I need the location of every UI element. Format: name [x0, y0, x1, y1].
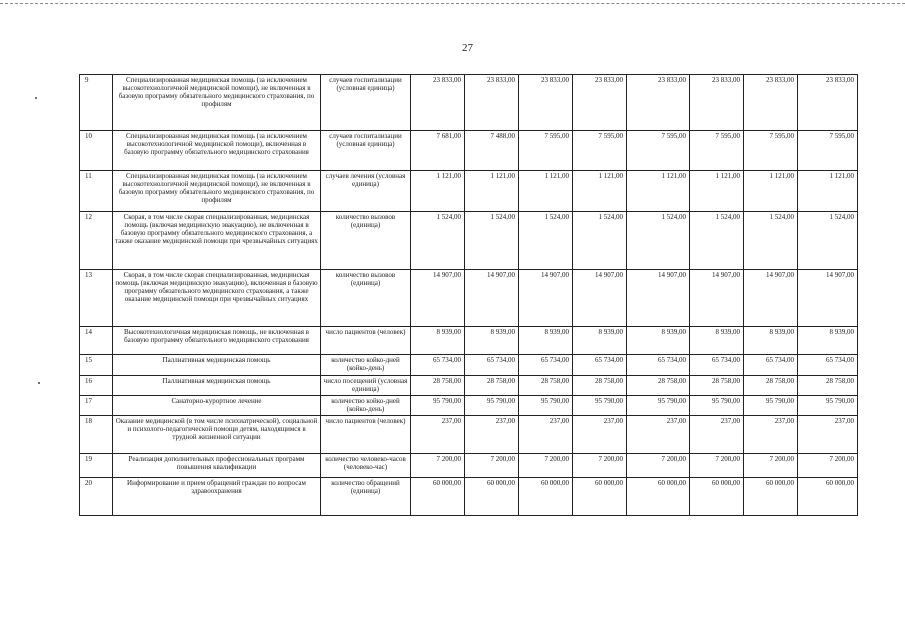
value-cell: 237,00 [798, 416, 858, 454]
value-cell: 60 000,00 [627, 478, 690, 516]
value-cell: 1 524,00 [465, 212, 519, 270]
table-row [80, 270, 858, 327]
table-body [80, 75, 858, 516]
value-cell: 8 939,00 [519, 327, 573, 355]
value-cell: 95 790,00 [798, 396, 858, 416]
value-cell: 1 524,00 [627, 212, 690, 270]
value-cell: 8 939,00 [465, 327, 519, 355]
unit-of-measure: количество вызовов (единица) [321, 270, 411, 327]
value-cell: 1 524,00 [573, 212, 627, 270]
row-number: 13 [80, 270, 113, 327]
row-number: 17 [80, 396, 113, 416]
value-cell: 1 121,00 [744, 171, 798, 212]
value-cell: 7 200,00 [465, 454, 519, 478]
row-number: 12 [80, 212, 113, 270]
value-cell: 65 734,00 [411, 355, 465, 376]
value-cell: 14 907,00 [690, 270, 744, 327]
value-cell: 28 758,00 [519, 376, 573, 396]
service-name: Оказание медицинской (в том числе психиатрической), социальной и психолого-педагогической помощи детям, находящимся в трудной жизненной ситуации [113, 416, 321, 454]
table-row [80, 396, 858, 416]
value-cell: 60 000,00 [744, 478, 798, 516]
value-cell: 1 524,00 [690, 212, 744, 270]
service-name: Скорая, в том числе скорая специализированная, медицинская помощь (включая медицинскую эвакуацию), включенная в базовую программу обязательного медицинского страхования, а также оказание медицинской помощи при чрезвычайных ситуациях [113, 270, 321, 327]
value-cell: 1 121,00 [690, 171, 744, 212]
value-cell: 8 939,00 [573, 327, 627, 355]
unit-of-measure: количество койко-дней (койко-день) [321, 355, 411, 376]
unit-of-measure: случаев лечения (условная единица) [321, 171, 411, 212]
value-cell: 237,00 [411, 416, 465, 454]
unit-of-measure: случаев госпитализации (условная единица) [321, 131, 411, 171]
row-number: 14 [80, 327, 113, 355]
value-cell: 1 121,00 [798, 171, 858, 212]
table-row [80, 171, 858, 212]
value-cell: 14 907,00 [573, 270, 627, 327]
table-row [80, 454, 858, 478]
unit-of-measure: число пациентов (человек) [321, 327, 411, 355]
value-cell: 7 595,00 [627, 131, 690, 171]
value-cell: 14 907,00 [798, 270, 858, 327]
service-name: Специализированная медицинская помощь (за исключением высокотехнологичной медицинской помощи), включенная в базовую программу обязательного медицинского страхования [113, 131, 321, 171]
value-cell: 1 524,00 [519, 212, 573, 270]
value-cell: 60 000,00 [573, 478, 627, 516]
table-row [80, 212, 858, 270]
value-cell: 60 000,00 [798, 478, 858, 516]
value-cell: 23 833,00 [690, 75, 744, 131]
value-cell: 7 200,00 [744, 454, 798, 478]
service-name: Специализированная медицинская помощь (за исключением высокотехнологичной медицинской помощи), не включенная в базовую программу обязательного медицинского страхования, по профилям [113, 171, 321, 212]
value-cell: 65 734,00 [573, 355, 627, 376]
value-cell: 1 121,00 [465, 171, 519, 212]
value-cell: 14 907,00 [519, 270, 573, 327]
value-cell: 65 734,00 [519, 355, 573, 376]
value-cell: 65 734,00 [744, 355, 798, 376]
value-cell: 28 758,00 [411, 376, 465, 396]
value-cell: 14 907,00 [744, 270, 798, 327]
value-cell: 237,00 [690, 416, 744, 454]
value-cell: 8 939,00 [744, 327, 798, 355]
value-cell: 23 833,00 [411, 75, 465, 131]
value-cell: 95 790,00 [744, 396, 798, 416]
value-cell: 237,00 [573, 416, 627, 454]
value-cell: 7 681,00 [411, 131, 465, 171]
value-cell: 65 734,00 [465, 355, 519, 376]
value-cell: 65 734,00 [627, 355, 690, 376]
value-cell: 7 595,00 [798, 131, 858, 171]
scan-edge-line [0, 3, 905, 7]
value-cell: 7 595,00 [519, 131, 573, 171]
value-cell: 23 833,00 [573, 75, 627, 131]
table-row [80, 355, 858, 376]
value-cell: 7 200,00 [690, 454, 744, 478]
value-cell: 65 734,00 [798, 355, 858, 376]
value-cell: 23 833,00 [798, 75, 858, 131]
data-table [79, 74, 858, 516]
service-name: Высокотехнологичная медицинская помощь, не включенная в базовую программу обязательного медицинского страхования [113, 327, 321, 355]
row-number: 15 [80, 355, 113, 376]
value-cell: 95 790,00 [627, 396, 690, 416]
value-cell: 28 758,00 [798, 376, 858, 396]
value-cell: 60 000,00 [690, 478, 744, 516]
value-cell: 95 790,00 [411, 396, 465, 416]
page-number: 27 [462, 42, 473, 54]
service-name: Паллиативная медицинская помощь [113, 355, 321, 376]
value-cell: 7 488,00 [465, 131, 519, 171]
value-cell: 28 758,00 [744, 376, 798, 396]
table-row [80, 131, 858, 171]
value-cell: 60 000,00 [519, 478, 573, 516]
value-cell: 28 758,00 [690, 376, 744, 396]
value-cell: 237,00 [744, 416, 798, 454]
value-cell: 1 121,00 [627, 171, 690, 212]
value-cell: 7 200,00 [627, 454, 690, 478]
value-cell: 8 939,00 [690, 327, 744, 355]
value-cell: 237,00 [519, 416, 573, 454]
service-name: Реализация дополнительных профессиональных программ повышения квалификации [113, 454, 321, 478]
value-cell: 7 595,00 [690, 131, 744, 171]
value-cell: 95 790,00 [465, 396, 519, 416]
value-cell: 7 200,00 [411, 454, 465, 478]
unit-of-measure: число посещений (условная единица) [321, 376, 411, 396]
value-cell: 237,00 [627, 416, 690, 454]
unit-of-measure: количество человеко-часов (человеко-час) [321, 454, 411, 478]
service-name: Скорая, в том числе скорая специализированная, медицинская помощь (включая медицинскую эвакуацию), не включенная в базовую программу обязательного медицинского страхования, а также оказание медицинской помощи при чрезвычайных ситуациях [113, 212, 321, 270]
value-cell: 60 000,00 [465, 478, 519, 516]
value-cell: 7 200,00 [573, 454, 627, 478]
value-cell: 95 790,00 [519, 396, 573, 416]
row-number: 18 [80, 416, 113, 454]
value-cell: 65 734,00 [690, 355, 744, 376]
service-name: Санаторно-курортное лечение [113, 396, 321, 416]
value-cell: 1 524,00 [798, 212, 858, 270]
value-cell: 1 121,00 [573, 171, 627, 212]
row-number: 16 [80, 376, 113, 396]
value-cell: 23 833,00 [519, 75, 573, 131]
value-cell: 1 121,00 [519, 171, 573, 212]
value-cell: 14 907,00 [411, 270, 465, 327]
service-name: Информирование и прием обращений граждан по вопросам здравоохранения [113, 478, 321, 516]
value-cell: 95 790,00 [573, 396, 627, 416]
value-cell: 14 907,00 [627, 270, 690, 327]
value-cell: 7 200,00 [798, 454, 858, 478]
value-cell: 28 758,00 [573, 376, 627, 396]
value-cell: 8 939,00 [627, 327, 690, 355]
value-cell: 8 939,00 [411, 327, 465, 355]
value-cell: 14 907,00 [465, 270, 519, 327]
value-cell: 8 939,00 [798, 327, 858, 355]
value-cell: 28 758,00 [627, 376, 690, 396]
row-number: 9 [80, 75, 113, 131]
value-cell: 23 833,00 [465, 75, 519, 131]
table-row [80, 327, 858, 355]
unit-of-measure: количество обращений (единица) [321, 478, 411, 516]
value-cell: 7 595,00 [744, 131, 798, 171]
value-cell: 237,00 [465, 416, 519, 454]
unit-of-measure: количество койко-дней (койко-день) [321, 396, 411, 416]
service-name: Специализированная медицинская помощь (за исключением высокотехнологичной медицинской помощи), не включенная в базовую программу обязательного медицинского страхования, по профилям [113, 75, 321, 131]
scan-speck [35, 97, 37, 99]
table-row [80, 75, 858, 131]
row-number: 11 [80, 171, 113, 212]
value-cell: 1 121,00 [411, 171, 465, 212]
value-cell: 60 000,00 [411, 478, 465, 516]
value-cell: 95 790,00 [690, 396, 744, 416]
value-cell: 23 833,00 [627, 75, 690, 131]
row-number: 10 [80, 131, 113, 171]
unit-of-measure: случаев госпитализации (условная единица) [321, 75, 411, 131]
value-cell: 7 200,00 [519, 454, 573, 478]
table-row [80, 416, 858, 454]
table-row [80, 478, 858, 516]
unit-of-measure: количество вызовов (единица) [321, 212, 411, 270]
service-name: Паллиативная медицинская помощь [113, 376, 321, 396]
row-number: 19 [80, 454, 113, 478]
value-cell: 23 833,00 [744, 75, 798, 131]
value-cell: 1 524,00 [744, 212, 798, 270]
unit-of-measure: число пациентов (человек) [321, 416, 411, 454]
row-number: 20 [80, 478, 113, 516]
scan-speck [38, 382, 40, 384]
value-cell: 28 758,00 [465, 376, 519, 396]
value-cell: 1 524,00 [411, 212, 465, 270]
value-cell: 7 595,00 [573, 131, 627, 171]
table-row [80, 376, 858, 396]
